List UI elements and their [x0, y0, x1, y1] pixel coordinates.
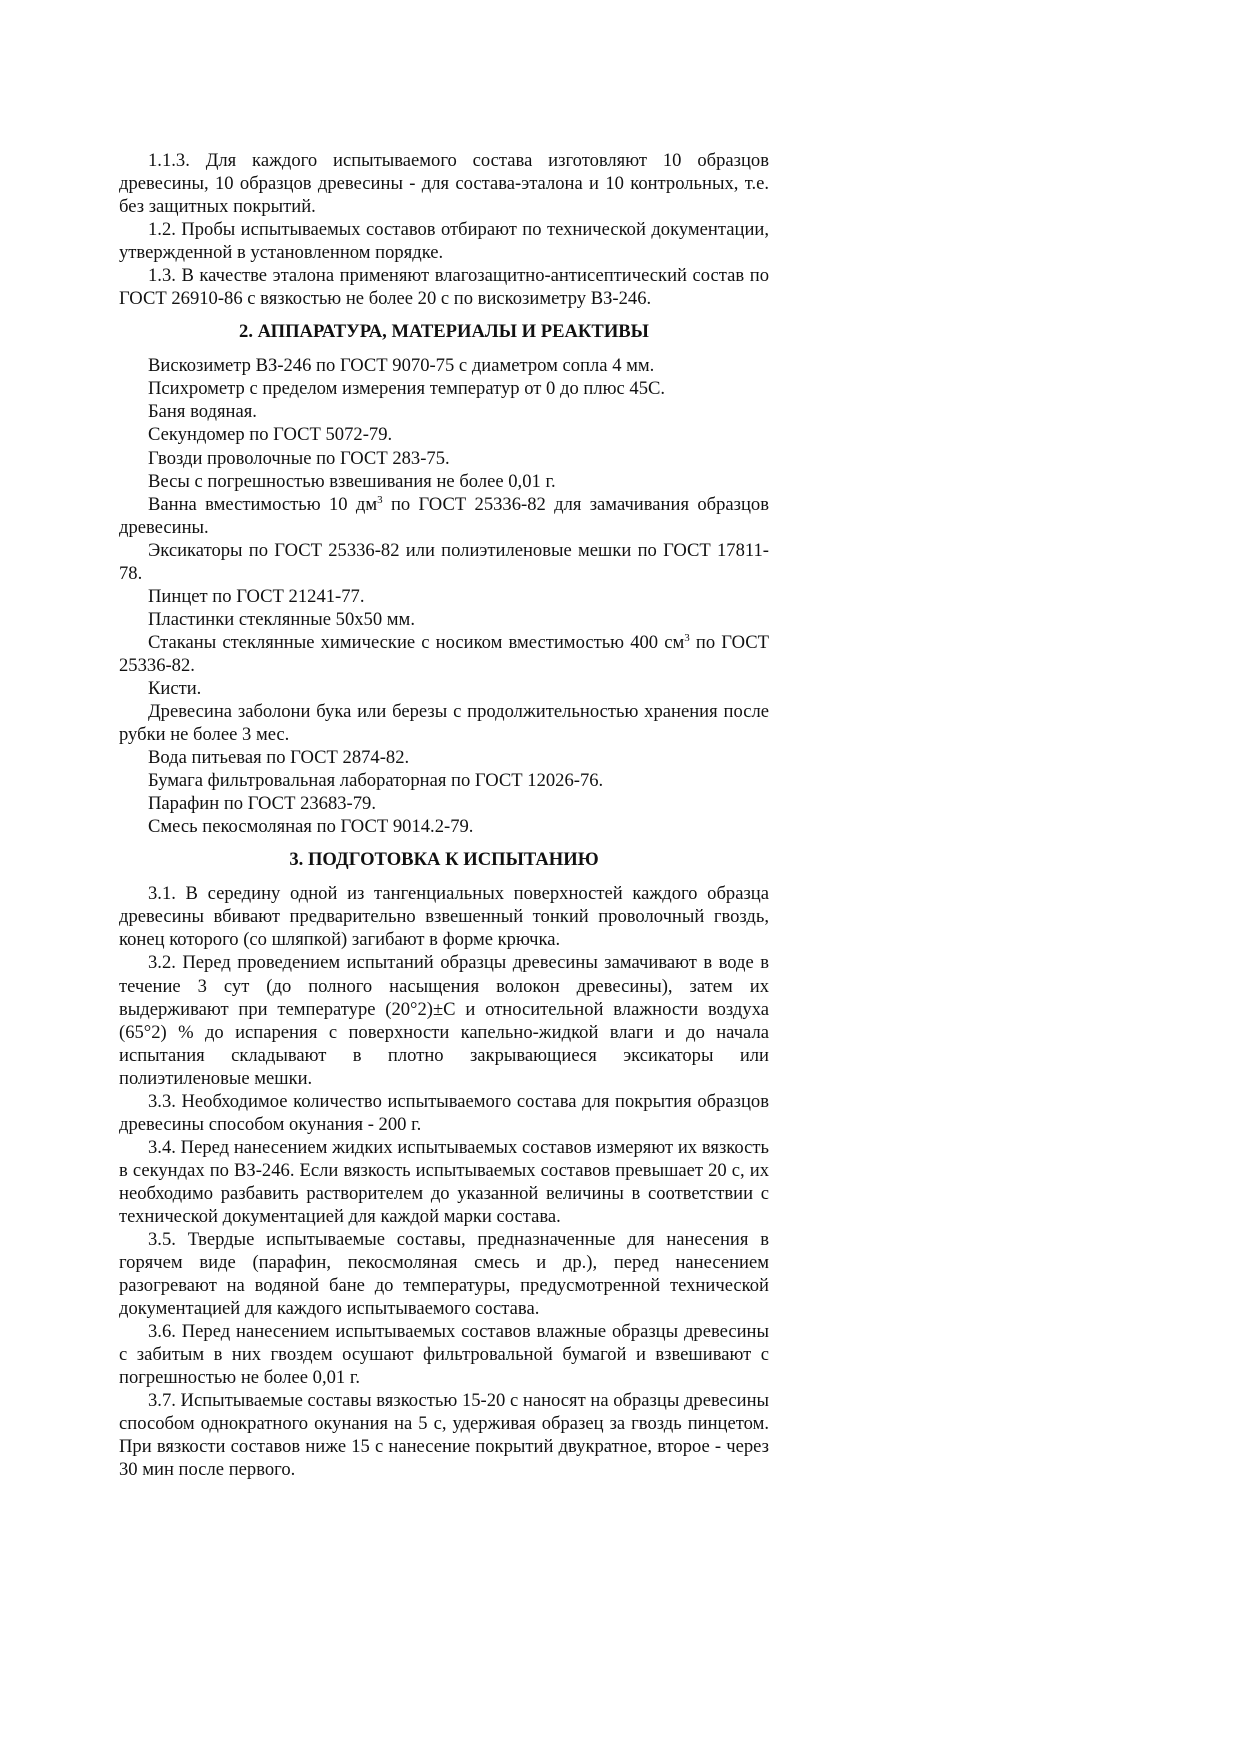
paragraph-3-3: 3.3. Необходимое количество испытываемого состава для покрытия образцов древесины способом окунания - 200 г.	[119, 1090, 769, 1135]
section-3-heading: 3. ПОДГОТОВКА К ИСПЫТАНИЮ	[289, 849, 599, 871]
item-viscometer: Вискозиметр ВЗ-246 по ГОСТ 9070-75 с диаметром сопла 4 мм.	[148, 355, 655, 377]
item-beakers-text-end: по ГОСТ 25336-82.	[119, 631, 769, 676]
item-pitch-mix: Смесь пекосмоляная по ГОСТ 9014.2-79.	[148, 816, 474, 838]
item-wood: Древесина заболони бука или березы с продолжительностью хранения после рубки не более 3 мес.	[119, 701, 769, 746]
item-beakers-superscript: 3	[684, 631, 690, 644]
item-nails: Гвозди проволочные по ГОСТ 283-75.	[148, 447, 450, 469]
item-scales: Весы с погрешностью взвешивания не более 0,01 г.	[148, 470, 556, 492]
paragraph-1-2: 1.2. Пробы испытываемых составов отбирают по технической документации, утвержденной в установленном порядке.	[119, 219, 769, 264]
item-tub-text-end: по ГОСТ 25336-82 для замачивания образцов древесины.	[119, 493, 769, 538]
paragraph-1-3: 1.3. В качестве эталона применяют влагозащитно-антисептический состав по ГОСТ 26910-86 с вязкостью не более 20 с по вискозиметру ВЗ-246.	[119, 265, 769, 310]
item-psychrometer: Психрометр с пределом измерения температур от 0 до плюс 45С.	[148, 378, 666, 400]
item-water: Вода питьевая по ГОСТ 2874-82.	[148, 747, 410, 769]
item-water-bath: Баня водяная.	[148, 401, 257, 423]
item-tub-superscript: 3	[377, 493, 383, 506]
item-stopwatch: Секундомер по ГОСТ 5072-79.	[148, 424, 393, 446]
document-page	[119, 149, 769, 1482]
paragraph-3-6: 3.6. Перед нанесением испытываемых составов влажные образцы древесины с забитым в них гвоздем осушают фильтровальной бумагой и взвешивают с погрешностью не более 0,01 г.	[119, 1321, 769, 1389]
item-desiccators: Эксикаторы по ГОСТ 25336-82 или полиэтиленовые мешки по ГОСТ 17811-78.	[119, 539, 769, 584]
paragraph-3-1: 3.1. В середину одной из тангенциальных поверхностей каждого образца древесины вбивают предварительно взвешенный тонкий проволочный гвоздь, конец которого (со шляпкой) загибают в форме крючка.	[119, 883, 769, 951]
item-tweezers: Пинцет по ГОСТ 21241-77.	[148, 585, 365, 607]
item-tub	[119, 493, 769, 539]
item-beakers-text: Стаканы стеклянные химические с носиком вместимостью 400 см	[148, 631, 685, 653]
paragraph-1-1-3: 1.1.3. Для каждого испытываемого состава изготовляют 10 образцов древесины, 10 образцов древесины - для состава-эталона и 10 контрольных, т.е. без защитных покрытий.	[119, 150, 769, 218]
paragraph-3-7: 3.7. Испытываемые составы вязкостью 15-20 с наносят на образцы древесины способом однократного окунания на 5 с, удерживая образец за гвоздь пинцетом. При вязкости составов ниже 15 с нанесение покрытий двукратное, второе - через 30 мин после первого.	[119, 1390, 770, 1481]
item-beakers	[119, 631, 769, 677]
paragraph-3-5: 3.5. Твердые испытываемые составы, предназначенные для нанесения в горячем виде (парафин, пекосмоляная смесь и др.), перед нанесением разогревают на водяной бане до температуры, предусмотренной технической документацией для каждого испытываемого состава.	[119, 1229, 769, 1320]
paragraph-3-2: 3.2. Перед проведением испытаний образцы древесины замачивают в воде в течение 3 сут (до полного насыщения волокон древесины), затем их выдерживают при температуре (20°2)±С и относительной влажности воздуха (65°2) % до испарения с поверхности капельно-жидкой влаги и до начала испытания складывают в плотно закрывающиеся эксикаторы или полиэтиленовые мешки.	[119, 952, 769, 1089]
item-filter-paper: Бумага фильтровальная лабораторная по ГОСТ 12026-76.	[148, 770, 604, 792]
item-glass-plates: Пластинки стеклянные 50х50 мм.	[148, 608, 415, 630]
item-tub-text: Ванна вместимостью 10 дм	[148, 493, 378, 515]
item-paraffin: Парафин по ГОСТ 23683-79.	[148, 793, 376, 815]
section-2-heading: 2. АППАРАТУРА, МАТЕРИАЛЫ И РЕАКТИВЫ	[239, 321, 649, 343]
paragraph-3-4: 3.4. Перед нанесением жидких испытываемых составов измеряют их вязкость в секундах по ВЗ-246. Если вязкость испытываемых составов превышает 20 с, их необходимо разбавить растворителем до указанной величины в соответствии с технической документацией для каждой марки состава.	[119, 1136, 769, 1227]
item-brushes: Кисти.	[148, 677, 202, 699]
